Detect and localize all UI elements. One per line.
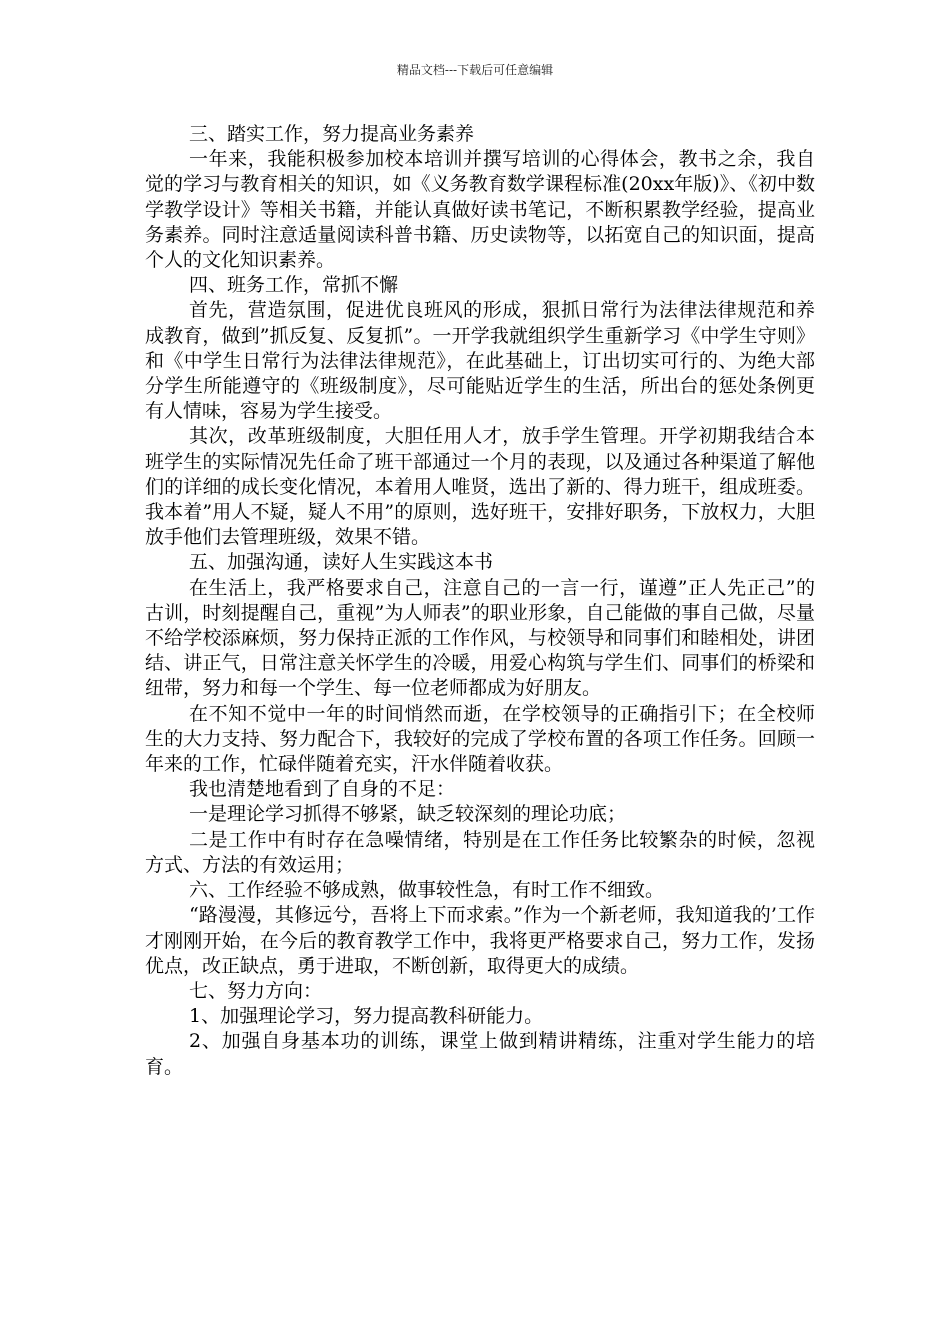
- page-header: 精品文档---下载后可任意编辑: [396, 63, 554, 77]
- paragraph: 在生活上，我严格要求自己，注意自己的一言一行，谨遵”正人先正己”的古训，时刻提醒自己，重视”为人师表”的职业形象，自己能做的事自己做，尽量不给学校添麻烦，努力保持正派的工作作风，与校领导和同事们和睦相处，讲团结、讲正气，日常注意关怀学生的冷暖，用爱心构筑与学生们、同事们的桥梁和纽带，努力和每一个学生、每一位老师都成为好朋友。: [145, 576, 815, 700]
- section-heading-4: 四、班务工作，常抓不懈: [189, 274, 399, 297]
- list-item: 2、加强自身基本功的训练，课堂上做到精讲精练，注重对学生能力的培育。: [145, 1030, 815, 1078]
- paragraph: 首先，营造氛围，促进优良班风的形成，狠抓日常行为法律法律规范和养成教育，做到”抓反复、反复抓”。一开学我就组织学生重新学习《中学生守则》和《中学生日常行为法律法律规范》，在此基础上，订出切实可行的、为绝大部分学生所能遵守的《班级制度》，尽可能贴近学生的生活，所出台的惩处条例更有人情味，容易为学生接受。: [145, 299, 815, 423]
- paragraph: 一年来，我能积极参加校本培训并撰写培训的心得体会，教书之余，我自觉的学习与教育相关的知识，如《义务教育数学课程标准(20xx年版)》、《初中数学教学设计》等相关书籍，并能认真做好读书笔记，不断积累教学经验，提高业务素养。同时注意适量阅读科普书籍、历史读物等，以拓宽自己的知识面，提高个人的文化知识素养。: [145, 148, 815, 272]
- list-item: 1、加强理论学习，努力提高教科研能力。: [189, 1005, 544, 1028]
- paragraph: 其次，改革班级制度，大胆任用人才，放手学生管理。开学初期我结合本班学生的实际情况先任命了班干部通过一个月的表现，以及通过各种渠道了解他们的详细的成长变化情况，本着用人唯贤，选出了新的、得力班干，组成班委。我本着”用人不疑，疑人不用”的原则，选好班干，安排好职务，下放权力，大胆放手他们去管理班级，效果不错。: [145, 425, 815, 549]
- paragraph: 在不知不觉中一年的时间悄然而逝，在学校领导的正确指引下；在全校师生的大力支持、努力配合下，我较好的完成了学校布置的各项工作任务。回顾一年来的工作，忙碌伴随着充实，汗水伴随着收获。: [145, 702, 815, 776]
- paragraph: “路漫漫，其修远兮，吾将上下而求索。”作为一个新老师，我知道我的’工作才刚刚开始，在今后的教育教学工作中，我将更严格要求自己，努力工作，发扬优点，改正缺点，勇于进取，不断创新，取得更大的成绩。: [145, 904, 815, 977]
- paragraph: 我也清楚地看到了自身的不足：: [189, 778, 456, 801]
- section-heading-6: 六、工作经验不够成熟，做事较性急，有时工作不细致。: [189, 879, 665, 902]
- document-body: [145, 122, 815, 1080]
- section-heading-3: 三、踏实工作，努力提高业务素养: [189, 123, 475, 145]
- list-item: 一是理论学习抓得不够紧，缺乏较深刻的理论功底；: [189, 803, 627, 826]
- section-heading-7: 七、努力方向：: [189, 979, 323, 1002]
- section-heading-5: 五、加强沟通，读好人生实践这本书: [189, 551, 494, 574]
- list-item: 二是工作中有时存在急噪情绪，特别是在工作任务比较繁杂的时候，忽视方式、方法的有效运用；: [145, 828, 815, 876]
